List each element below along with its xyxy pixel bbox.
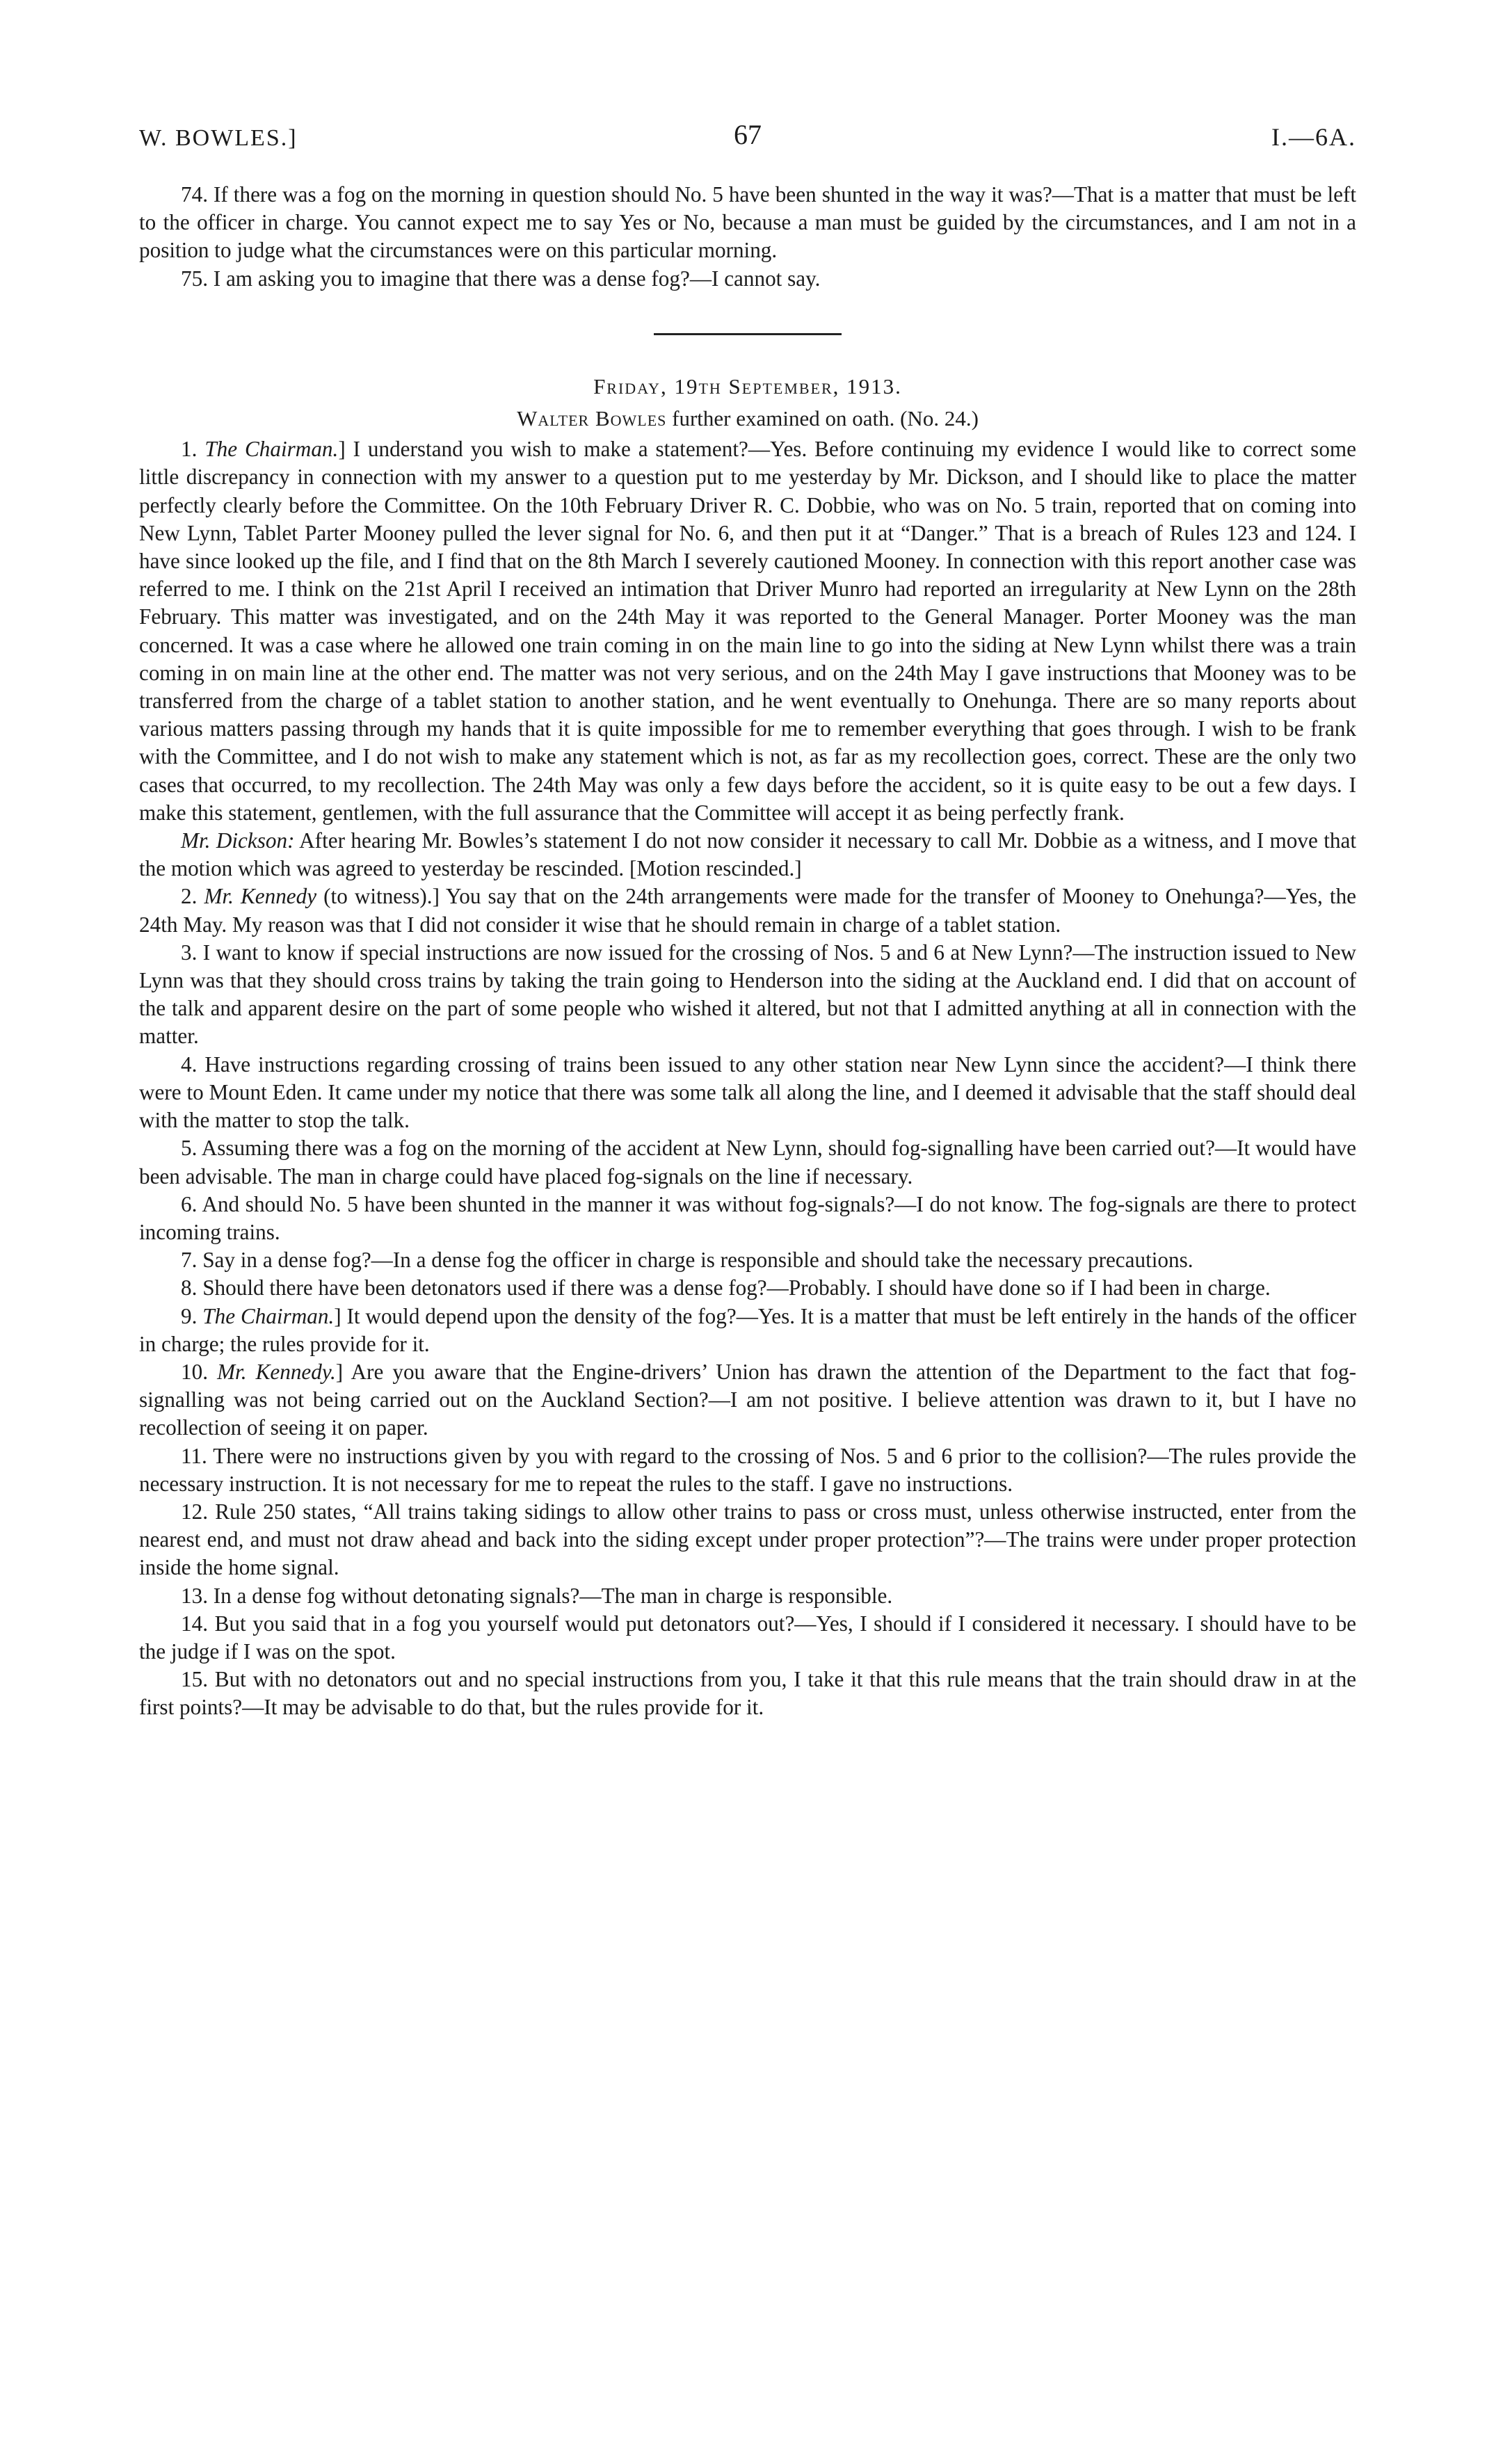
date-heading: Friday, 19th September, 1913. (593, 373, 902, 398)
paragraph-text: Should there have been detonators used if there was a dense fog?—Probably. I should have done so if I had been in charge. (202, 1275, 1271, 1301)
paragraph-text: ] Are you aware that the Engine-drivers’ Union has drawn the attention of the Department to the fact that fog-signalling was not being carried out on the Auckland Section?—I am not positive. I believe attention was drawn to it, but I have no recollection of seeing it on paper. (139, 1359, 1356, 1440)
paragraph-text: There were no instructions given by you with regard to the crossing of Nos. 5 and 6 prior to the collision?—The rules provide the necessary instruction. It is not necessary for me to repeat the rules to the staff. I gave no instructions. (139, 1443, 1356, 1496)
witness-heading (139, 405, 1356, 433)
section-divider (654, 333, 842, 335)
speaker-name: Mr. Kennedy (204, 884, 317, 909)
evidence-paragraphs (139, 435, 1356, 1721)
question-number: 11. (181, 1443, 207, 1468)
question-number: 14. (181, 1611, 208, 1636)
evidence-paragraph (139, 265, 1356, 293)
paragraph-text: If there was a fog on the morning in question should No. 5 have been shunted in the way it was?—That is a matter that must be left to the officer in charge. You cannot expect me to say Yes or No, because a man must be guided by the circumstances, and I am not in a position to judge what the circumstances were on this particular morning. (139, 182, 1357, 263)
paragraph-text: But you said that in a fog you yourself would put detonators out?—Yes, I should if I considered it necessary. I should have to be the judge if I was on the spot. (139, 1611, 1357, 1664)
paragraph-text: In a dense fog without detonating signals?—The man in charge is responsible. (213, 1583, 893, 1608)
evidence-paragraph (139, 435, 1356, 827)
speaker-name: The Chairman. (204, 437, 339, 462)
evidence-paragraph (139, 1191, 1356, 1246)
evidence-paragraph (139, 883, 1356, 938)
evidence-paragraph (139, 1498, 1356, 1582)
question-number: 75. (181, 266, 208, 291)
question-number: 6. (181, 1191, 198, 1216)
question-number: 3. (181, 940, 198, 965)
question-number: 9. (181, 1303, 198, 1328)
speaker-name: Mr. Kennedy. (217, 1359, 336, 1384)
question-number: 1. (181, 437, 198, 462)
page-number: 67 (734, 119, 762, 150)
question-number: 12. (181, 1499, 208, 1524)
question-number: 8. (181, 1275, 198, 1301)
evidence-paragraph (139, 181, 1356, 265)
evidence-paragraph (139, 1666, 1356, 1721)
evidence-paragraph (139, 827, 1356, 883)
paragraph-text: I am asking you to imagine that there was a dense fog?—I cannot say. (213, 266, 821, 291)
witness-heading-text: further examined on oath. (No. 24.) (672, 406, 979, 431)
question-number: 2. (181, 884, 198, 909)
speaker-name: Mr. Dickson: (181, 828, 295, 853)
paragraph-text: But with no detonators out and no special instructions from you, I take it that this rule means that the train should draw in at the first points?—It may be advisable to do that, but the rules provide for it. (139, 1667, 1357, 1720)
paragraph-text: Say in a dense fog?—In a dense fog the officer in charge is responsible and should take the necessary precautions. (202, 1248, 1193, 1273)
question-number: 5. (181, 1136, 198, 1161)
paragraph-text: Have instructions regarding crossing of trains been issued to any other station near New Lynn since the accident?—I think there were to Mount Eden. It came under my notice that there was some talk all along the line, and I deemed it advisable that the staff should deal with the matter to stop the talk. (139, 1052, 1357, 1133)
paragraph-text: And should No. 5 have been shunted in the manner it was without fog-signals?—I do not know. The fog-signals are there to protect incoming trains. (139, 1191, 1356, 1244)
question-number: 4. (181, 1052, 198, 1077)
question-number: 7. (181, 1248, 198, 1273)
paragraph-text: ] I understand you wish to make a statement?—Yes. Before continuing my evidence I would like to correct some little discrepancy in connection with my answer to a question put to me yesterday by Mr. Dickson, and I should like to place the matter perfectly clearly before the Committee. On the 10th February Driver R. C. Dobbie, who was on No. 5 train, reported that on coming into New Lynn, Tablet Parter Mooney pulled the lever signal for No. 6, and then put it at “Danger.” That is a breach of Rules 123 and 124. I have since looked up the file, and I find that on the 8th March I severely cautioned Mooney. In connection with this report another case was referred to me. I think on the 21st April I received an intimation that Driver Munro had reported an irregularity at New Lynn on the 28th February. This matter was investigated, and on the 24th May it was reported to the General Manager. Porter Mooney was the man concerned. It was a case where he allowed one train coming in on the main line to go into the siding at New Lynn whilst there was a train coming in on main line at the other end. The matter was not very serious, and on the 24th May I gave instructions that Mooney was to be transferred from the charge of a tablet station to another station, and he went eventually to Onehunga. There are so many reports about various matters passing through my hands that it is quite impossible for me to remember everything that goes through. I wish to be frank with the Committee, and I do not wish to make any statement which is not, as far as my recollection goes, correct. These are the only two cases that occurred, to my recollection. The 24th May was only a few days before the accident, so it is quite easy to be out a few days. I make this statement, gentlemen, with the full assurance that the Committee will accept it as being perfectly frank. (139, 437, 1357, 825)
paragraph-text: ] It would depend upon the density of the fog?—Yes. It is a matter that must be left entirely in the hands of the officer in charge; the rules provide for it. (139, 1303, 1357, 1356)
page-header (139, 118, 1356, 160)
speaker-name: The Chairman. (202, 1303, 335, 1328)
paragraph-text: (to witness).] You say that on the 24th arrangements were made for the transfer of Mooney to Onehunga?—Yes, the 24th May. My reason was that I did not consider it wise that he should remain in charge of a tablet station. (139, 884, 1357, 937)
evidence-paragraph (139, 1303, 1356, 1358)
prior-evidence (139, 181, 1356, 293)
paragraph-text: Rule 250 states, “All trains taking sidings to allow other trains to pass or cross must, unless otherwise instructed, enter from the nearest end, and must not draw ahead and back into the siding except under proper protection”?—The trains were under proper protection inside the home signal. (139, 1499, 1356, 1580)
question-number: 74. (181, 182, 208, 207)
witness-name: Walter Bowles (517, 406, 667, 431)
paragraph-text: Assuming there was a fog on the morning of the accident at New Lynn, should fog-signalling have been carried out?—It would have been advisable. The man in charge could have placed fog-signals on the line if necessary. (139, 1136, 1357, 1189)
evidence-paragraph (139, 1051, 1356, 1135)
document-page (139, 118, 1356, 1722)
header-paper-reference: I.—6A. (1271, 123, 1356, 151)
evidence-paragraph (139, 1274, 1356, 1302)
question-number: 15. (181, 1667, 208, 1692)
question-number: 10. (181, 1359, 208, 1384)
evidence-paragraph (139, 1134, 1356, 1190)
evidence-paragraph (139, 1610, 1356, 1666)
question-number: 13. (181, 1583, 208, 1608)
evidence-paragraph (139, 1358, 1356, 1442)
document-body (139, 181, 1356, 1722)
evidence-paragraph (139, 939, 1356, 1051)
paragraph-text: After hearing Mr. Bowles’s statement I do not now consider it necessary to call Mr. Dobbie as a witness, and I move that the motion which was agreed to yesterday be rescinded. [Motion rescinded.] (139, 828, 1356, 881)
evidence-paragraph (139, 1582, 1356, 1610)
paragraph-text: I want to know if special instructions are now issued for the crossing of Nos. 5 and 6 at New Lynn?—The instruction issued to New Lynn was that they should cross trains by taking the train going to Henderson into the siding at the Auckland end. I did that on account of the talk and apparent desire on the part of some people who wished it altered, but not that I admitted anything at all in connection with the matter. (139, 940, 1356, 1049)
evidence-paragraph (139, 1442, 1356, 1498)
header-witness-name: W. BOWLES.] (139, 125, 298, 151)
evidence-paragraph (139, 1246, 1356, 1274)
